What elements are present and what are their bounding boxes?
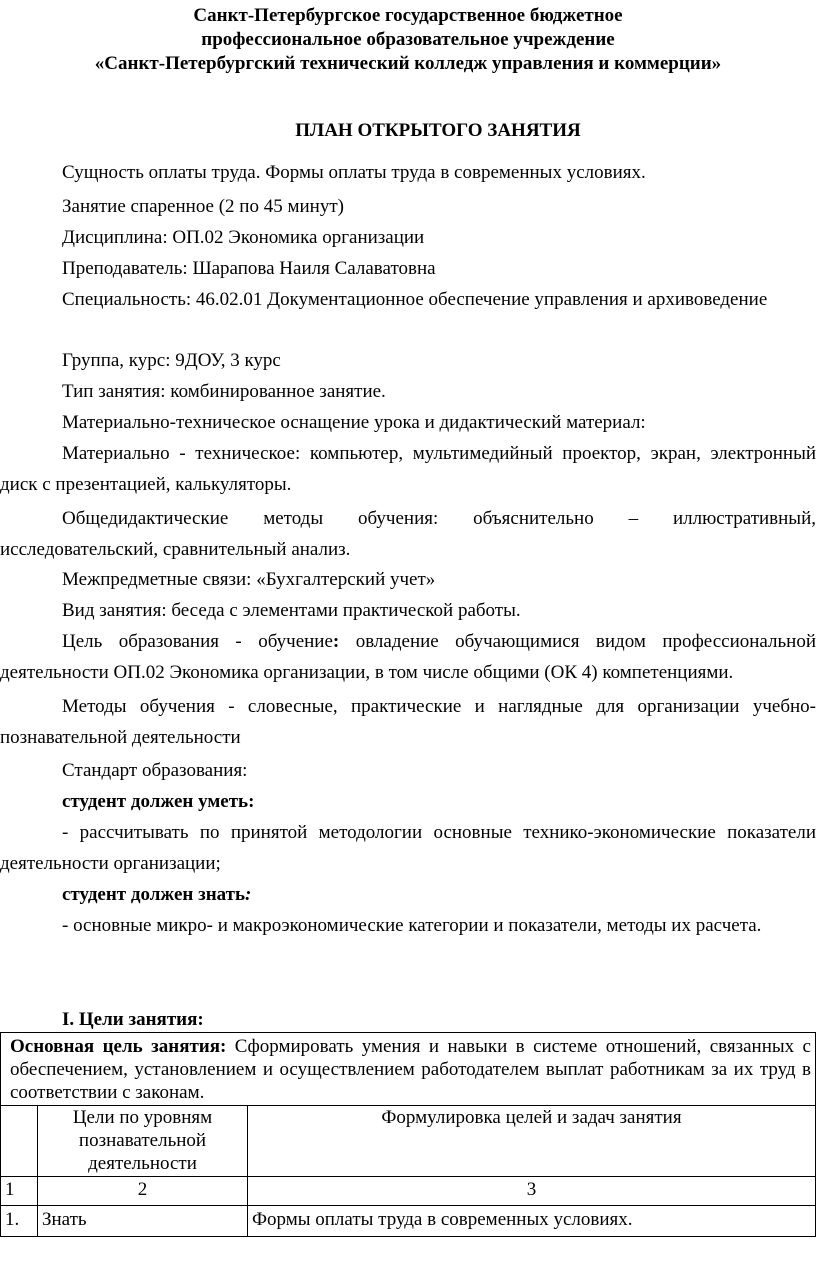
knowledge-heading-label: студент должен знать <box>62 884 246 905</box>
institution-line-2: профессиональное образовательное учреждение <box>201 29 615 50</box>
row-number: 1. <box>1 1206 38 1237</box>
group: Группа, курс: 9ДОУ, 3 курс <box>62 350 281 371</box>
header-cell-levels: Цели по уровням познавательной деятельности <box>38 1106 248 1177</box>
column-number-2: 2 <box>38 1177 248 1206</box>
table-row <box>1 1206 816 1237</box>
section-goals-heading: I. Цели занятия: <box>62 1009 204 1030</box>
discipline: Дисциплина: ОП.02 Экономика организации <box>62 227 425 248</box>
skills-text: - рассчитывать по принятой методологии основные технико-экономические показатели деятельности организации; <box>0 822 816 874</box>
main-goal-cell <box>1 1033 816 1106</box>
education-goal-label: Цель образования - обучение <box>62 631 333 652</box>
institution-line-1: Санкт-Петербургское государственное бюджетное <box>193 5 623 26</box>
lesson-duration: Занятие спаренное (2 по 45 минут) <box>62 196 344 217</box>
row-level: Знать <box>38 1206 248 1237</box>
lesson-type: Тип занятия: комбинированное занятие. <box>62 381 386 402</box>
lesson-kind: Вид занятия: беседа с элементами практической работы. <box>62 600 521 621</box>
teacher: Преподаватель: Шарапова Наиля Салаватовна <box>62 258 436 279</box>
teaching-methods: Методы обучения - словесные, практические и наглядные для организации учебно-познавательной деятельности <box>0 696 816 748</box>
column-number-1: 1 <box>1 1177 38 1206</box>
equipment-heading: Материально-техническое оснащение урока и дидактический материал: <box>62 412 646 433</box>
equipment: Материально - техническое: компьютер, мультимедийный проектор, экран, электронный диск с презентацией, калькуляторы. <box>0 443 816 495</box>
column-number-3: 3 <box>248 1177 816 1206</box>
main-goal-label: Основная цель занятия: <box>10 1036 227 1057</box>
column-number-row <box>1 1177 816 1206</box>
header-cell-formulation: Формулировка целей и задач занятия <box>248 1106 816 1177</box>
specialty: Специальность: 46.02.01 Документационное обеспечение управления и архивоведение <box>62 289 768 310</box>
skills-heading: студент должен уметь: <box>62 791 255 812</box>
knowledge-heading-colon: : <box>245 884 252 905</box>
knowledge-heading <box>62 882 816 908</box>
table-header-row <box>1 1106 816 1177</box>
header-cell-empty <box>1 1106 38 1177</box>
main-goal-text: Сформировать умения и навыки в системе отношений, связанных с обеспечением, установлением и осуществлением работодателем выплат работникам за их труд в соответствии с законам. <box>10 1036 811 1103</box>
education-goal <box>0 626 816 688</box>
knowledge-text: - основные микро- и макроэкономические категории и показатели, методы их расчета. <box>62 915 762 936</box>
institution-line-3: «Санкт-Петербургский технический колледж управления и коммерции» <box>94 53 722 74</box>
goals-table <box>0 1032 816 1237</box>
education-goal-colon: : <box>332 631 340 652</box>
lesson-topic: Сущность оплаты труда. Формы оплаты труда в современных условиях. <box>62 162 646 183</box>
page-title: ПЛАН ОТКРЫТОГО ЗАНЯТИЯ <box>295 120 581 141</box>
general-methods: Общедидактические методы обучения: объяснительно – иллюстративный, исследовательский, сравнительный анализ. <box>0 508 816 560</box>
education-goal-text: овладение обучающимися видом профессиональной деятельности ОП.02 Экономика организации, в том числе общими (ОК 4) компетенциями. <box>0 631 816 683</box>
interdisciplinary-links: Межпредметные связи: «Бухгалтерский учет» <box>62 569 436 590</box>
education-standard: Стандарт образования: <box>62 760 248 781</box>
row-goal-text: Формы оплаты труда в современных условиях. <box>248 1206 816 1237</box>
main-goal-row <box>1 1033 816 1106</box>
